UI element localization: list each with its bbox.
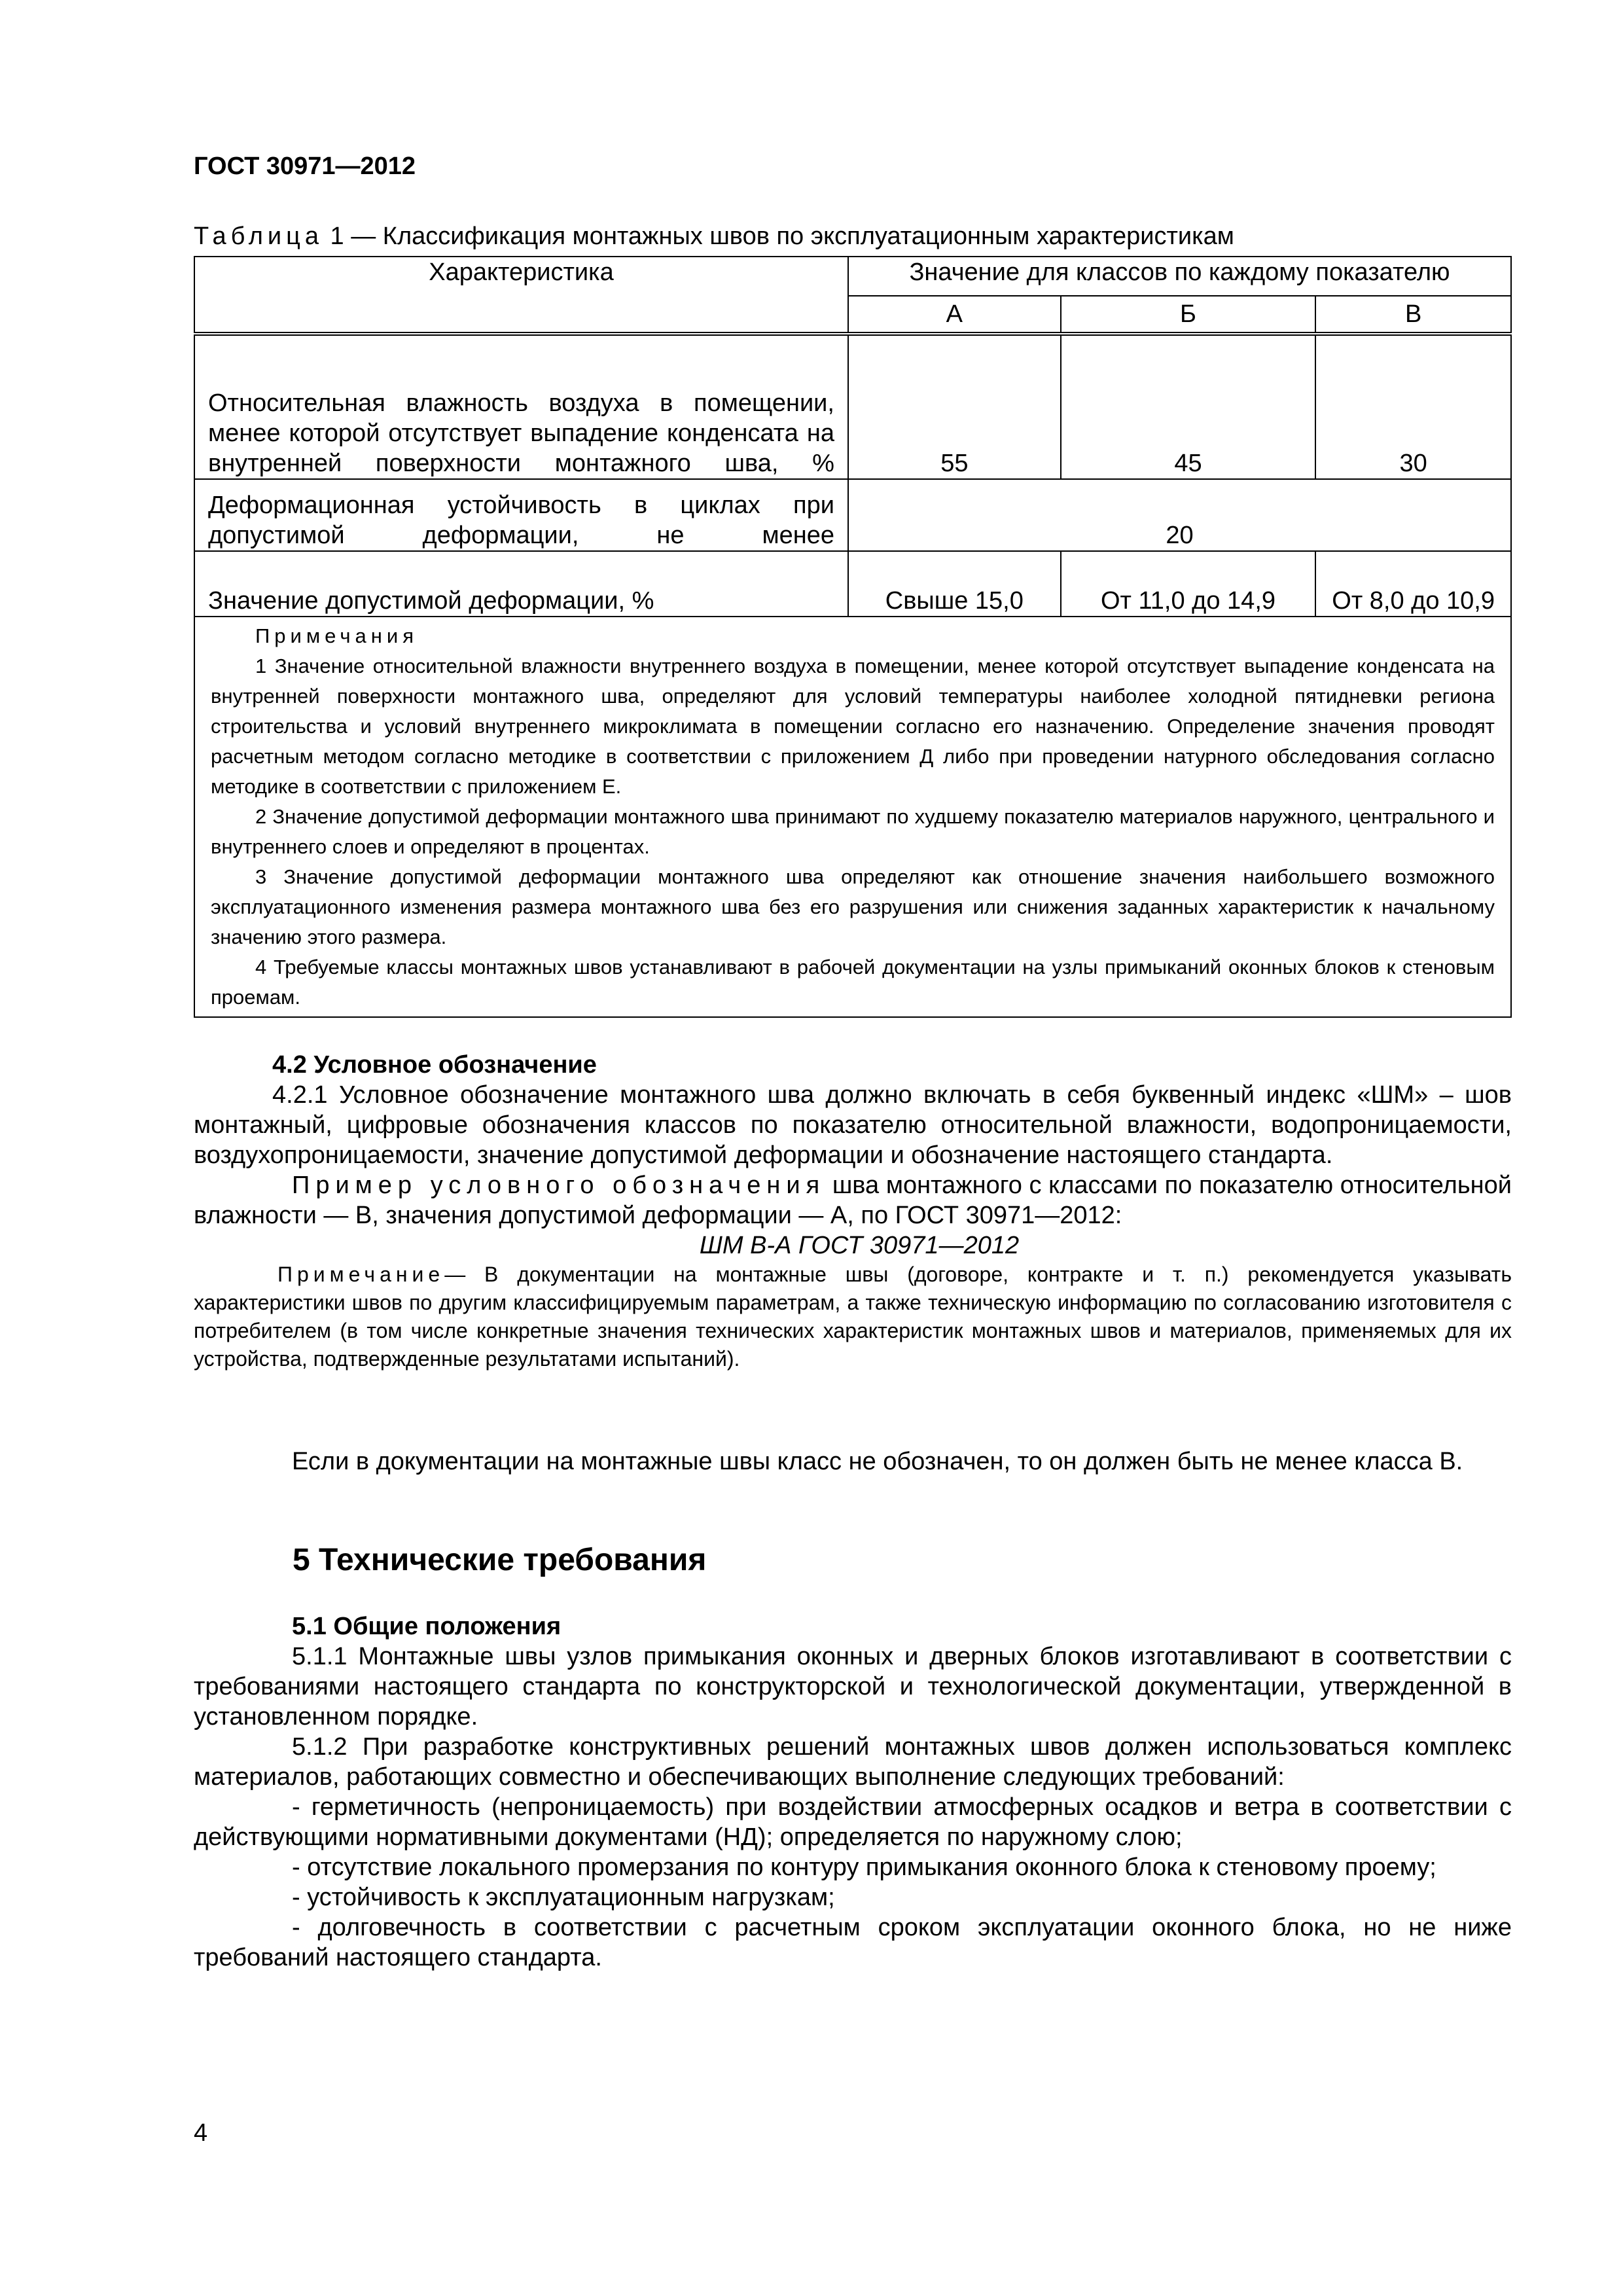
note-4: 4 Требуемые классы монтажных швов устанавливают в рабочей документации на узлы примыканий оконных блоков к стеновым проемам. [211,956,1495,1009]
row-deformation-a: Свыше 15,0 [848,551,1061,617]
header-class-a: А [848,296,1061,334]
row-deformation-label: Значение допустимой деформации, % [194,551,848,617]
requirement-item-3: - устойчивость к эксплуатационным нагрузкам; [292,1884,835,1911]
row-humidity-v: 30 [1315,334,1511,479]
section-5-1 [194,1611,1512,1973]
table-notes [194,617,1511,1017]
section-5-1-title: 5.1 Общие положения [292,1613,562,1640]
notes-title: Примечания [255,624,418,647]
row-cycles-label: Деформационная устойчивость в циклах при допустимой деформации, не менее [194,479,848,551]
example-label: Пример условного обозначения [292,1172,826,1199]
row-cycles-value: 20 [848,479,1511,551]
section-4-2-1-paragraph: 4.2.1 Условное обозначение монтажного шва должно включать в себя буквенный индекс «ШМ» – шов монтажный, цифровые обозначения классов по показателю относительной влажности, водопроницаемости, воздухопроницаемости, значение допустимой деформации и обозначение настоящего стандарта. [194,1081,1512,1169]
example-text: шва монтажного с классами по показателю относительной влажности — В, значения допустимой деформации — А, по ГОСТ 30971—2012: [194,1172,1512,1229]
section-5-1-2-paragraph: 5.1.2 При разработке конструктивных решений монтажных швов должен использоваться комплекс материалов, работающих совместно и обеспечивающих выполнение следующих требований: [194,1733,1512,1791]
section-5-title: 5 Технические требования [293,1543,707,1577]
note-text: — В документации на монтажные швы (договоре, контракте и т. п.) рекомендуется указывать характеристики швов по другим классифицируемым параметрам, а также техническую информацию по согласованию изготовителя с потребителем (в том числе конкретные значения технических характеристик монтажных швов и материалов, применяемых для их устройства, подтвержденные результатами испытаний). [194,1263,1512,1371]
class-default-paragraph [194,1446,1512,1477]
requirement-item-1: - герметичность (непроницаемость) при воздействии атмосферных осадков и ветра в соответствии с действующими нормативными документами (НД); определяется по наружному слою; [194,1793,1512,1851]
header-characteristic: Характеристика [194,257,848,334]
row-humidity-label: Относительная влажность воздуха в помещении, менее которой отсутствует выпадение конденсата на внутренней поверхности монтажного шва, % [194,334,848,479]
section-4-2 [194,1050,1512,1373]
document-header: ГОСТ 30971—2012 [194,152,416,180]
section-5-1-1-paragraph: 5.1.1 Монтажные швы узлов примыкания оконных и дверных блоков изготавливают в соответствии с требованиями настоящего стандарта по конструкторской и технологической документации, утвержденной в установленном порядке. [194,1643,1512,1731]
row-deformation-b: От 11,0 до 14,9 [1061,551,1316,617]
example-paragraph [194,1170,1512,1230]
example-code: ШМ В-А ГОСТ 30971—2012 [699,1232,1020,1259]
class-default-text: Если в документации на монтажные швы класс не обозначен, то он должен быть не менее класса В. [292,1448,1463,1475]
note-2: 2 Значение допустимой деформации монтажного шва принимают по худшему показателю материалов наружного, центрального и внутреннего слоев и определяют в процентах. [211,805,1495,858]
note-3: 3 Значение допустимой деформации монтажного шва определяют как отношение значения наибольшего возможного эксплуатационного изменения размера монтажного шва без его разрушения или снижения заданных характеристик к начальному значению этого размера. [211,865,1495,948]
note-1: 1 Значение относительной влажности внутреннего воздуха в помещении, менее которой отсутствует выпадение конденсата на внутренней поверхности монтажного шва, определяют для условий температуры наиболее холодной пятидневки региона строительства и условий внутреннего микроклимата в помещении согласно его назначению. Определение значения проводят расчетным методом согласно методике в соответствии с приложением Д либо при проведении натурного обследования согласно методике в соответствии с приложением Е. [211,655,1495,798]
row-humidity-b: 45 [1061,334,1316,479]
page-number: 4 [194,2119,208,2147]
row-deformation-v: От 8,0 до 10,9 [1315,551,1511,617]
row-humidity-a: 55 [848,334,1061,479]
header-class-b: Б [1061,296,1316,334]
header-class-v: В [1315,296,1511,334]
table-caption-prefix: Таблица [194,223,323,250]
classification-table [194,256,1512,1018]
requirement-item-2: - отсутствие локального промерзания по контуру примыкания оконного блока к стеновому проему; [292,1854,1436,1881]
note-paragraph [194,1261,1512,1373]
section-4-2-title: 4.2 Условное обозначение [272,1051,597,1079]
table-caption-text: 1 — Классификация монтажных швов по эксплуатационным характеристикам [323,223,1234,250]
note-label: Примечание [277,1263,445,1286]
header-values: Значение для классов по каждому показателю [848,257,1511,296]
requirement-item-4: - долговечность в соответствии с расчетным сроком эксплуатации оконного блока, но не ниже требований настоящего стандарта. [194,1914,1512,1971]
table-caption [194,223,1234,251]
